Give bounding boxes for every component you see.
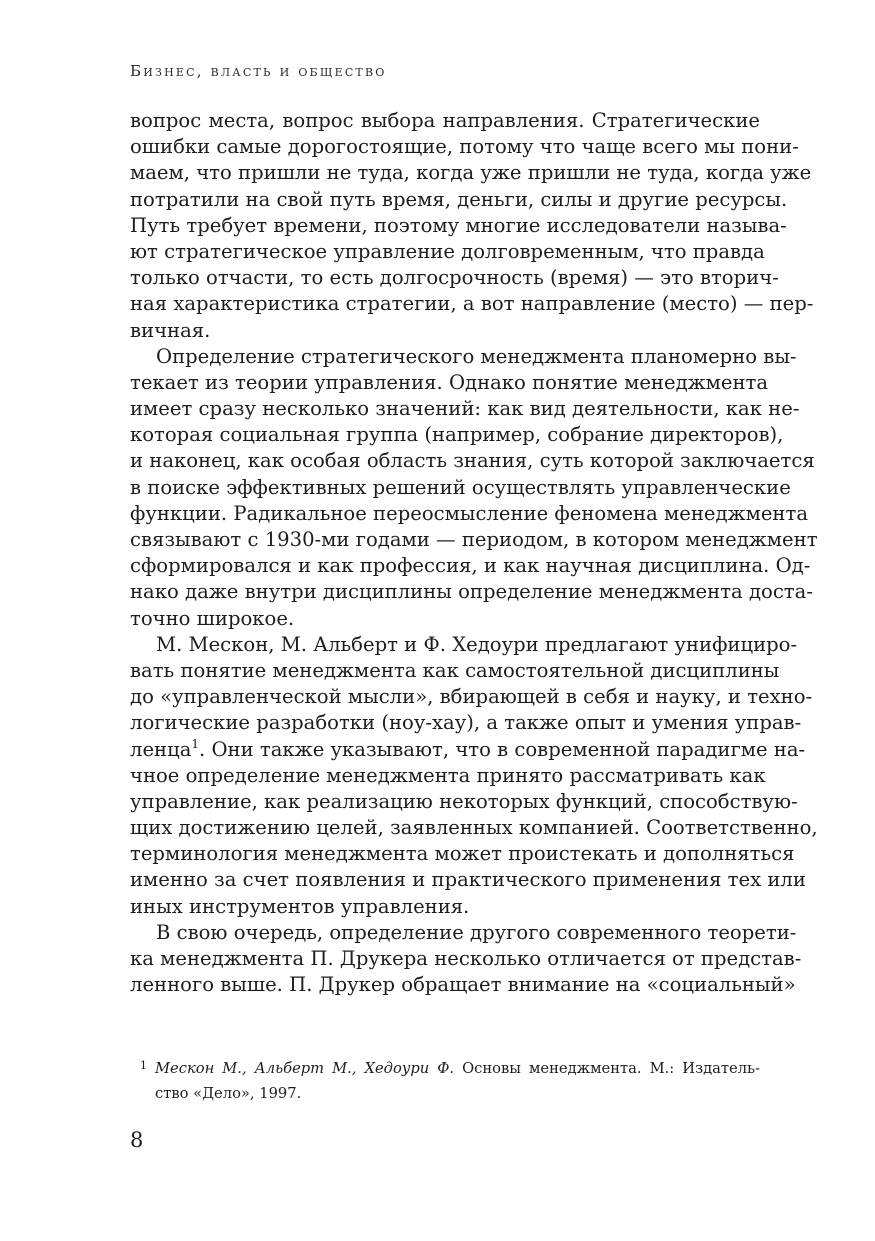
text-line: до «управленческой мысли», вбирающей в себя и науку, и техно- <box>130 685 813 709</box>
text-line: вичная. <box>130 318 211 342</box>
page-number: 8 <box>130 1128 144 1152</box>
text-line: и наконец, как особая область знания, суть которой заключается <box>130 449 815 473</box>
text-line: чное определение менеджмента принято рассматривать как <box>130 763 766 787</box>
text-line: терминология менеджмента может проистекать и дополняться <box>130 842 795 866</box>
text-line: иных инструментов управления. <box>130 894 470 918</box>
text-line: Определение стратегического менеджмента планомерно вы- <box>156 344 797 368</box>
text-line: нако даже внутри дисциплины определение менеджмента доста- <box>130 580 813 604</box>
text-line: сформировался и как профессия, и как научная дисциплина. Од- <box>130 554 811 578</box>
text-line: имеет сразу несколько значений: как вид деятельности, как не- <box>130 397 800 421</box>
text-line-with-footnote <box>130 736 806 763</box>
text-line: ка менеджмента П. Друкера несколько отличается от представ- <box>130 947 802 970</box>
text-line: вопрос места, вопрос выбора направления. Стратегические <box>130 109 760 132</box>
text-line: которая социальная группа (например, собрание директоров), <box>130 423 784 447</box>
text-line: В свою очередь, определение другого современного теорети- <box>156 920 797 944</box>
footnote-text: Основы менеджмента. М.: Издатель- <box>454 1060 760 1077</box>
text-line: логические разработки (ноу-хау), а также опыт и умения управ- <box>130 711 802 735</box>
footnote <box>130 1056 760 1106</box>
text-line: ошибки самые дорогостоящие, потому что чаще всего мы пони- <box>130 135 799 159</box>
footnote-line: ство «Дело», 1997. <box>155 1085 302 1102</box>
text-segment: . Они также указывают, что в современной парадигме на- <box>199 737 806 761</box>
footnote-reference: 1 <box>191 736 200 751</box>
text-line: М. Мескон, М. Альберт и Ф. Хедоури предлагают унифициро- <box>156 632 798 656</box>
text-line: только отчасти, то есть долгосрочность (время) — это вторич- <box>130 266 779 290</box>
text-line: маем, что пришли не туда, когда уже пришли не туда, когда уже <box>130 161 812 185</box>
text-segment: ленца <box>130 737 192 761</box>
footnote-authors: Мескон М., Альберт М., Хедоури Ф. <box>155 1060 455 1077</box>
text-line: в поиске эффективных решений осуществлять управленческие <box>130 475 791 499</box>
footnote-line <box>130 1056 760 1081</box>
running-head: Бизнес, власть и общество <box>130 62 387 80</box>
text-line: точно широкое. <box>130 606 295 630</box>
text-line: щих достижению целей, заявленных компанией. Соответственно, <box>130 816 818 840</box>
body-text <box>130 108 818 998</box>
text-line: вать понятие менеджмента как самостоятельной дисциплины <box>130 658 780 682</box>
text-line: ют стратегическое управление долговременным, что правда <box>130 239 765 263</box>
text-line: ленного выше. П. Друкер обращает внимание на «социальный» <box>130 973 796 997</box>
text-line: Путь требует времени, поэтому многие исследователи называ- <box>130 213 787 237</box>
text-line: текает из теории управления. Однако понятие менеджмента <box>130 370 769 394</box>
text-line: функции. Радикальное переосмысление феномена менеджмента <box>130 501 809 525</box>
text-line: связывают с 1930-ми годами — периодом, в котором менеджмент <box>130 528 818 551</box>
footnote-number: 1 <box>140 1059 147 1072</box>
text-line: именно за счет появления и практического применения тех или <box>130 868 806 892</box>
text-line: ная характеристика стратегии, а вот направление (место) — пер- <box>130 292 814 316</box>
text-line: управление, как реализацию некоторых функций, способствую- <box>130 789 798 813</box>
text-line: потратили на свой путь время, деньги, силы и другие ресурсы. <box>130 187 788 211</box>
